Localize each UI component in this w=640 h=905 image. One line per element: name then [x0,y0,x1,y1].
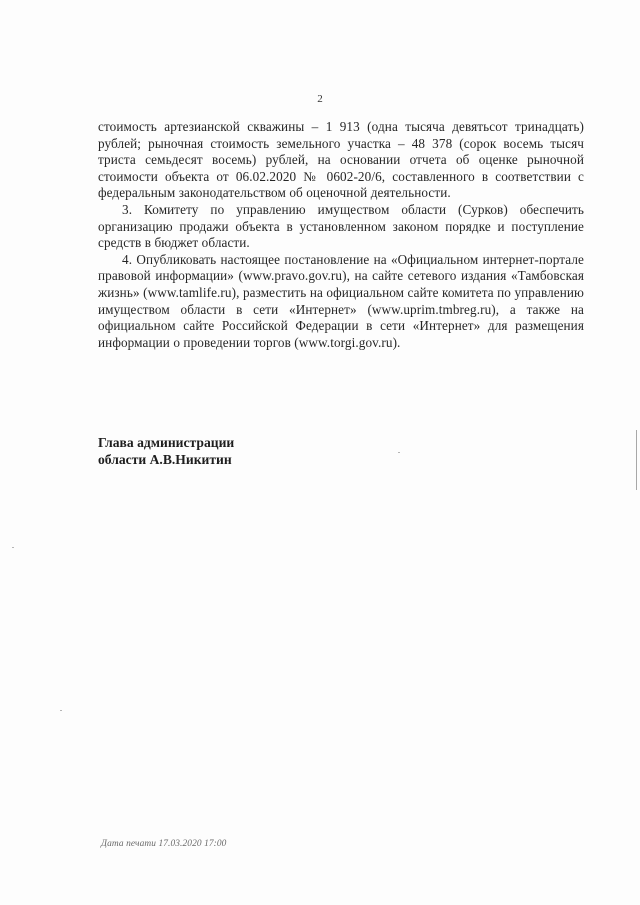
document-body [98,119,584,351]
scan-speck [398,452,400,453]
scan-speck [60,710,62,711]
paragraph-continuation: стоимость артезианской скважины – 1 913 (одна тысяча девятьсот тринадцать) рублей; рыночная стоимость земельного участка – 48 378 (сорок восемь тысяч триста семьдесят восемь) рублей, на основании отчета об оценке рыночной стоимости объекта от 06.02.2020 № 0602-20/6, составленного в соответствии с федеральным законодательством об оценочной деятельности. [98,119,584,201]
signature-name: области А.В.Никитин [98,451,232,467]
signature-title: Глава администрации [98,435,235,450]
scan-speck [12,547,14,548]
print-date-footer: Дата печати 17.03.2020 17:00 [101,839,227,849]
signature-block [98,435,234,468]
scan-edge-mark [636,430,637,490]
paragraph-item-3: 3. Комитету по управлению имуществом области (Сурков) обеспечить организацию продажи объекта в установленном законом порядке и поступление средств в бюджет области. [98,201,584,251]
page-number: 2 [317,93,323,105]
paragraph-item-4: 4. Опубликовать настоящее постановление на «Официальном интернет-портале правовой информации» (www.pravo.gov.ru), на сайте сетевого издания «Тамбовская жизнь» (www.tamlife.ru), разместить на официальном сайте комитета по управлению имуществом области в сети «Интернет» (www.uprim.tmbreg.ru), а также на официальном сайте Российской Федерации в сети «Интернет» для размещения информации о проведении торгов (www.torgi.gov.ru). [98,251,584,350]
